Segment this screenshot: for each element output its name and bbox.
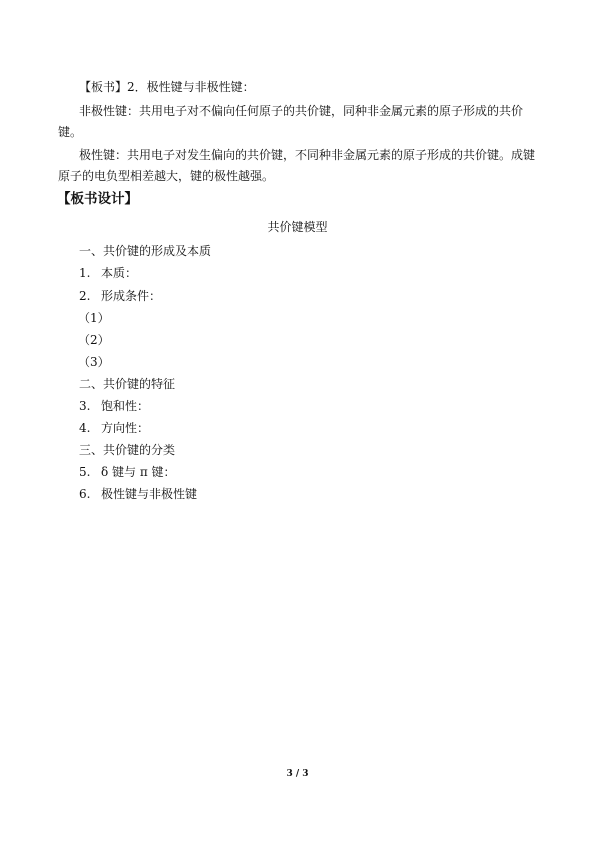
outline-item-number: 3. (79, 399, 91, 413)
outline-item-number: 6. (79, 487, 91, 501)
outline-item-text: 极性键与非极性键 (101, 487, 198, 501)
outline-heading-3: 三、共价键的分类 (79, 443, 176, 457)
outline-item (79, 465, 176, 479)
polar-definition-line-2: 原子的电负型相差越大，键的极性越强。 (58, 169, 275, 183)
outline-item-number: 2. (79, 289, 91, 303)
outline-subitem: （2） (78, 333, 110, 347)
outline-item-text: δ 键与 π 键： (101, 465, 176, 479)
outline-item-number: 4. (79, 421, 91, 435)
outline-heading-2: 二、共价键的特征 (79, 377, 176, 391)
polar-definition-line-1: 极性键：共用电子对发生偏向的共价键，不同种非金属元素的原子形成的共价键。成键 (79, 148, 536, 162)
outline-item (79, 421, 149, 435)
outline-item-text: 形成条件： (101, 289, 162, 303)
outline-item-text: 方向性： (101, 421, 150, 435)
board-note-label: 【板书】2．极性键与非极性键： (79, 80, 255, 94)
outline-item-number: 5. (79, 465, 91, 479)
outline-item (79, 289, 161, 303)
outline-item-number: 1. (79, 266, 91, 280)
outline-heading-1: 一、共价键的形成及本质 (79, 244, 212, 258)
outline-subitem: （3） (78, 355, 110, 369)
nonpolar-definition-line-2: 键。 (58, 125, 83, 139)
board-design-title: 共价键模型 (267, 220, 328, 234)
outline-item (79, 266, 137, 280)
outline-item-text: 饱和性： (101, 399, 150, 413)
outline-item (79, 487, 197, 501)
page-number: 3 / 3 (286, 769, 309, 779)
outline-item (79, 399, 149, 413)
nonpolar-definition-line-1: 非极性键：共用电子对不偏向任何原子的共价键，同种非金属元素的原子形成的共价 (79, 104, 524, 118)
board-design-heading: 【板书设计】 (57, 191, 138, 207)
outline-subitem: （1） (78, 311, 110, 325)
outline-item-text: 本质： (101, 266, 138, 280)
